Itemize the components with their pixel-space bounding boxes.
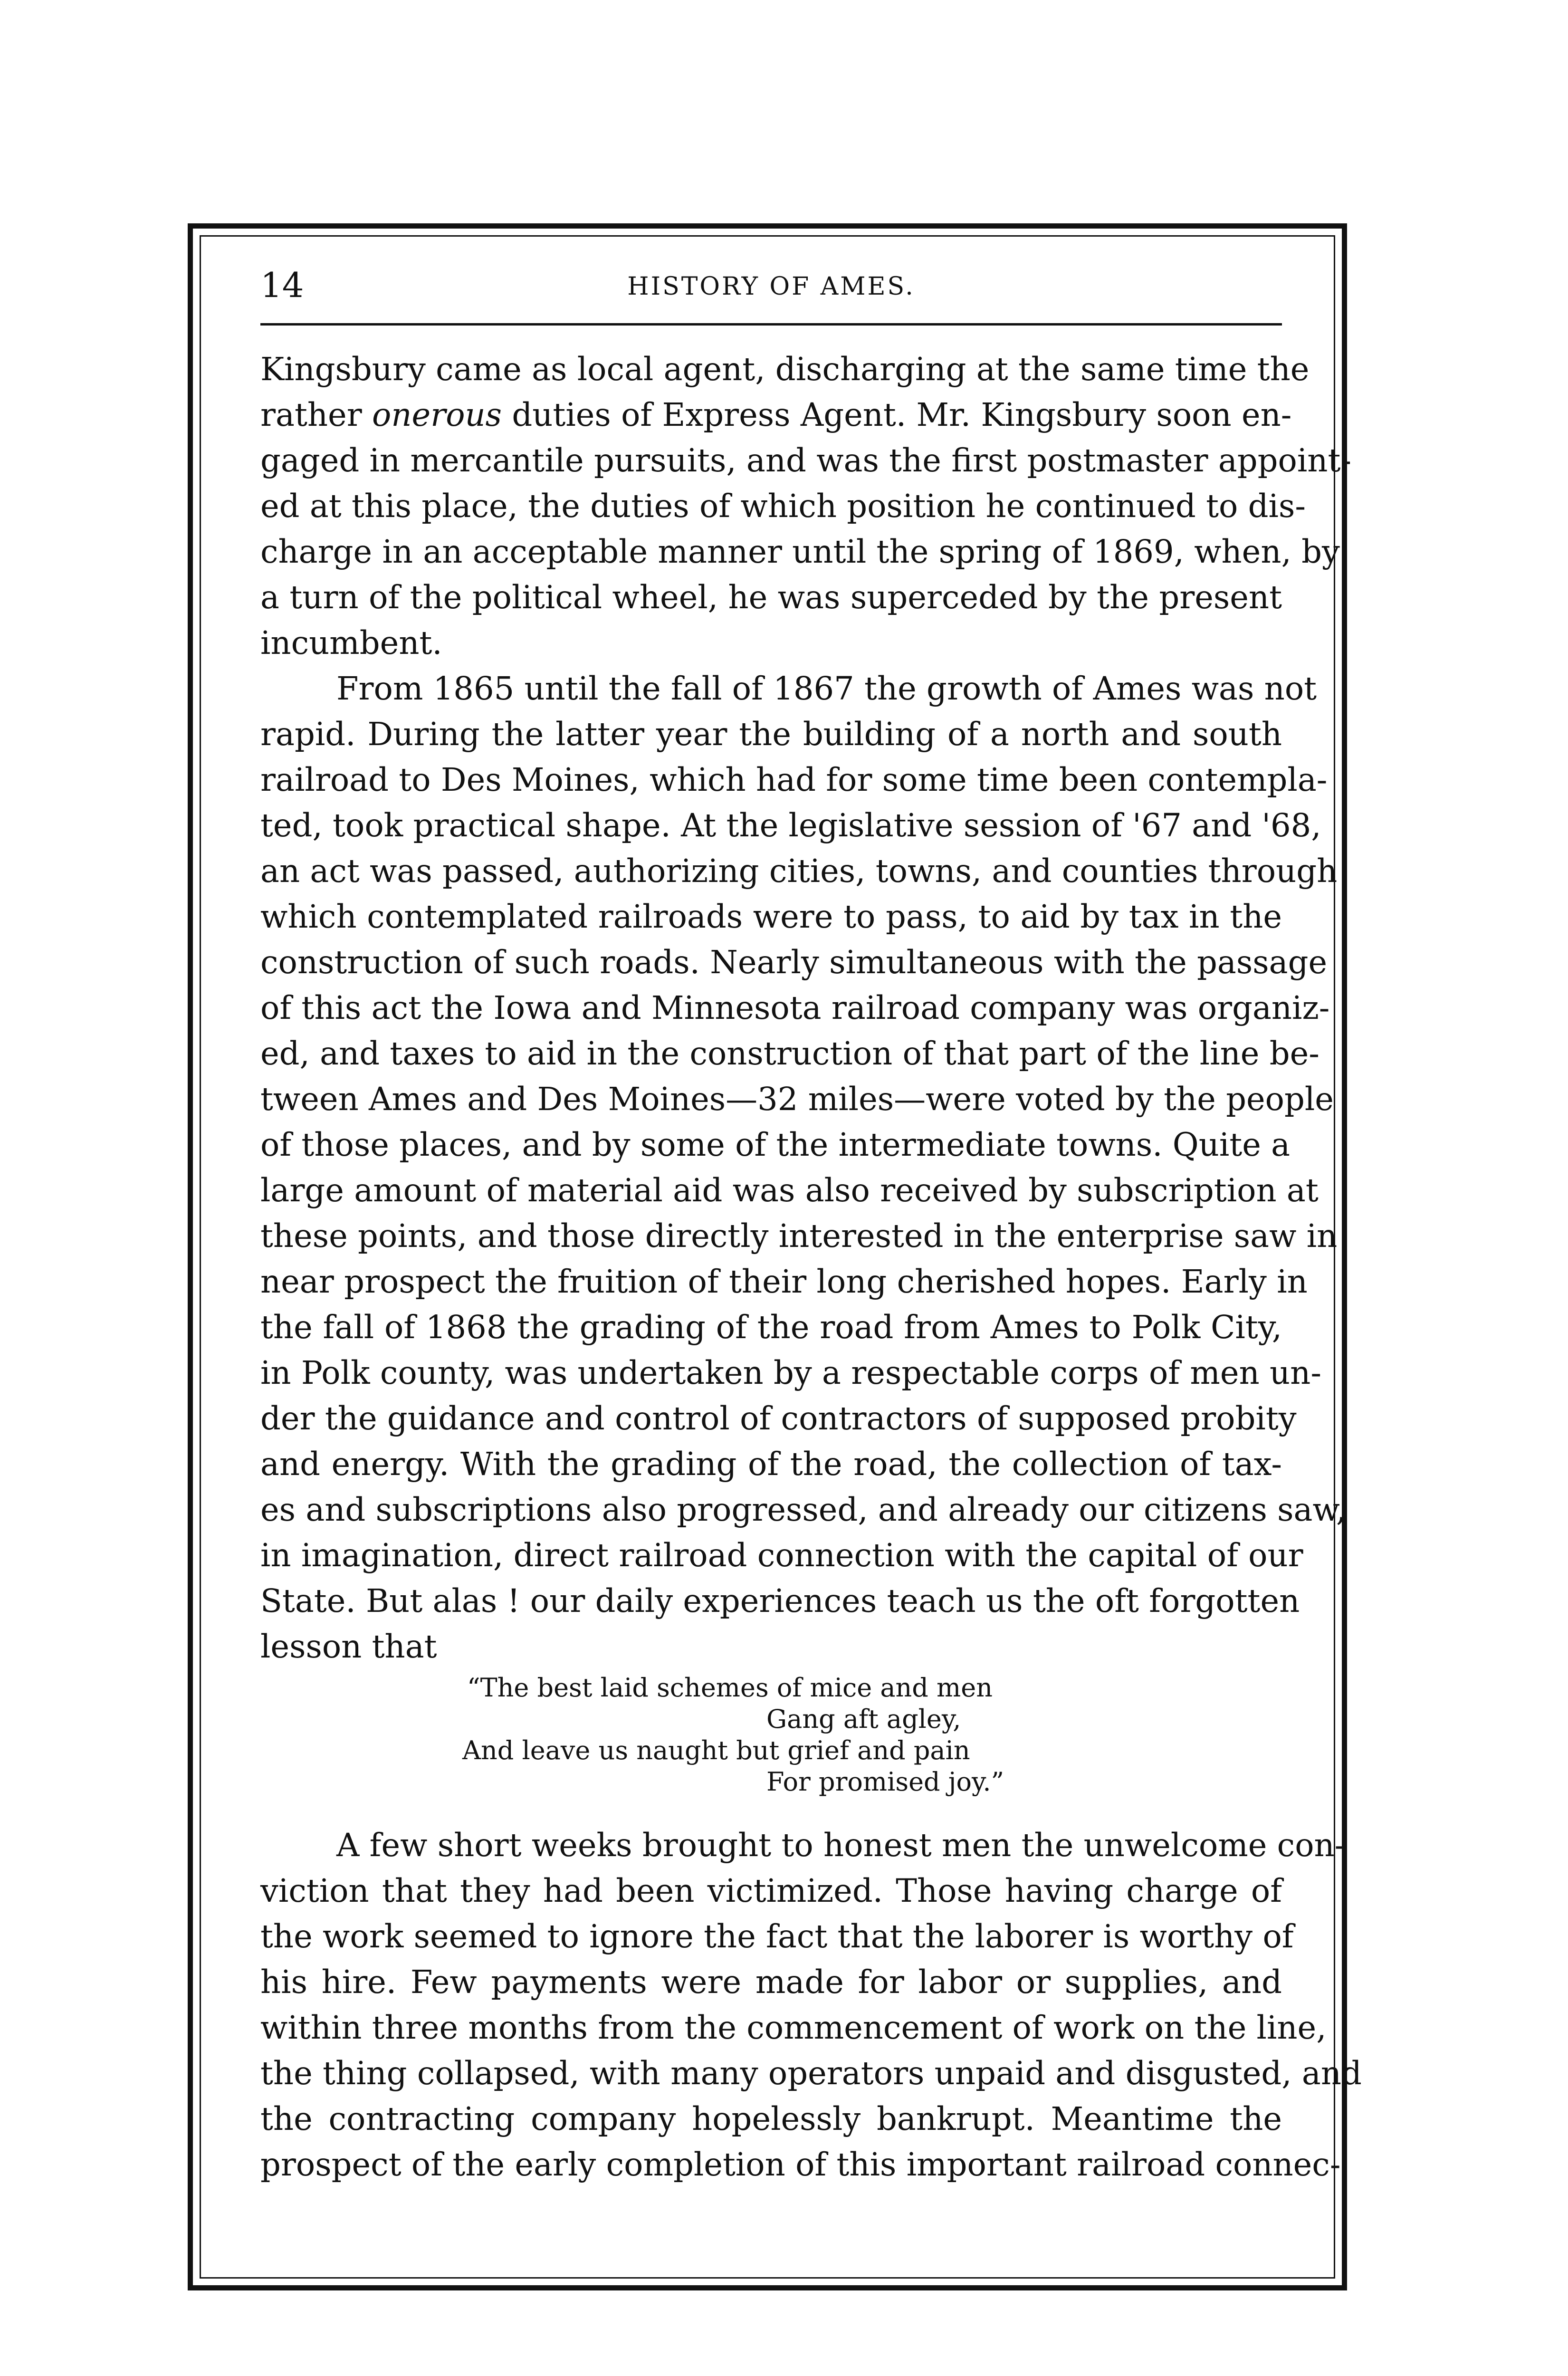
text-line: his hire. Few payments were made for labor or supplies, and bbox=[260, 1964, 1282, 2001]
text-line: railroad to Des Moines, which had for some time been contempla- bbox=[260, 761, 1328, 798]
text-line: of this act the Iowa and Minnesota railroad company was organiz- bbox=[260, 989, 1330, 1026]
text-line: of those places, and by some of the intermediate towns. Quite a bbox=[260, 1126, 1291, 1163]
text-line: ed, and taxes to aid in the construction of that part of the line be- bbox=[260, 1035, 1319, 1072]
page-number: 14 bbox=[260, 265, 304, 305]
text-line: viction that they had been victimized. Those having charge of bbox=[260, 1872, 1282, 1909]
text-line: A few short weeks brought to honest men the unwelcome con- bbox=[336, 1827, 1346, 1864]
text-line: within three months from the commencement of work on the line, bbox=[260, 2009, 1327, 2046]
text-line bbox=[260, 392, 1292, 438]
text-line: tween Ames and Des Moines—32 miles—were voted by the people bbox=[260, 1081, 1334, 1118]
text-line: in imagination, direct railroad connection with the capital of our bbox=[260, 1537, 1303, 1574]
text-line: ted, took practical shape. At the legislative session of '67 and '68, bbox=[260, 807, 1321, 844]
running-title: HISTORY OF AMES. bbox=[627, 272, 915, 301]
page-content bbox=[260, 265, 1362, 2187]
poem-quotation bbox=[462, 1669, 1080, 1822]
text-line: these points, and those directly interested in the enterprise saw in bbox=[260, 1217, 1338, 1255]
text-span: rather bbox=[260, 396, 373, 433]
text-line: the fall of 1868 the grading of the road from Ames to Polk City, bbox=[260, 1309, 1282, 1346]
text-line: es and subscriptions also progressed, and already our citizens saw, bbox=[260, 1491, 1347, 1528]
text-line: ed at this place, the duties of which position he continued to dis- bbox=[260, 488, 1306, 525]
text-line: gaged in mercantile pursuits, and was the first postmaster appoint- bbox=[260, 442, 1352, 479]
poem-line: For promised joy.” bbox=[766, 1767, 1004, 1797]
paragraph-collapse bbox=[260, 1822, 1362, 2187]
text-line: State. But alas ! our daily experiences teach us the oft forgotten bbox=[260, 1582, 1300, 1619]
poem-line: And leave us naught but grief and pain bbox=[462, 1735, 970, 1765]
text-line: Kingsbury came as local agent, discharging at the same time the bbox=[260, 351, 1310, 388]
poem-line: “The best laid schemes of mice and men bbox=[467, 1673, 993, 1703]
poem-line: Gang aft agley, bbox=[766, 1704, 961, 1734]
text-line: lesson that bbox=[260, 1628, 437, 1665]
text-line: the thing collapsed, with many operators unpaid and disgusted, and bbox=[260, 2055, 1362, 2092]
text-line: charge in an acceptable manner until the spring of 1869, when, by bbox=[260, 533, 1340, 570]
text-line: which contemplated railroads were to pass, to aid by tax in the bbox=[260, 898, 1282, 935]
text-line: the work seemed to ignore the fact that the laborer is worthy of bbox=[260, 1918, 1294, 1955]
text-line: prospect of the early completion of this important railroad connec- bbox=[260, 2146, 1341, 2183]
running-head bbox=[260, 266, 1282, 309]
paragraph-kingsbury bbox=[260, 346, 1352, 666]
text-line: large amount of material aid was also received by subscription at bbox=[260, 1172, 1319, 1209]
text-line: near prospect the fruition of their long cherished hopes. Early in bbox=[260, 1263, 1308, 1300]
text-line: in Polk county, was undertaken by a respectable corps of men un- bbox=[260, 1354, 1321, 1391]
paragraph-railroad bbox=[260, 666, 1347, 1669]
text-line: From 1865 until the fall of 1867 the growth of Ames was not bbox=[336, 670, 1317, 707]
text-line: an act was passed, authorizing cities, towns, and counties through bbox=[260, 853, 1338, 890]
text-line: construction of such roads. Nearly simultaneous with the passage bbox=[260, 944, 1328, 981]
text-line: incumbent. bbox=[260, 624, 442, 661]
text-line: and energy. With the grading of the road, the collection of tax- bbox=[260, 1446, 1282, 1483]
text-span: duties of Express Agent. Mr. Kingsbury soon en- bbox=[502, 396, 1292, 433]
text-line: der the guidance and control of contractors of supposed probity bbox=[260, 1400, 1297, 1437]
text-line: the contracting company hopelessly bankrupt. Meantime the bbox=[260, 2100, 1282, 2137]
italic-word: onerous bbox=[372, 396, 502, 433]
header-rule bbox=[260, 323, 1282, 326]
text-line: rapid. During the latter year the building of a north and south bbox=[260, 716, 1282, 753]
text-line: a turn of the political wheel, he was superceded by the present bbox=[260, 579, 1282, 616]
